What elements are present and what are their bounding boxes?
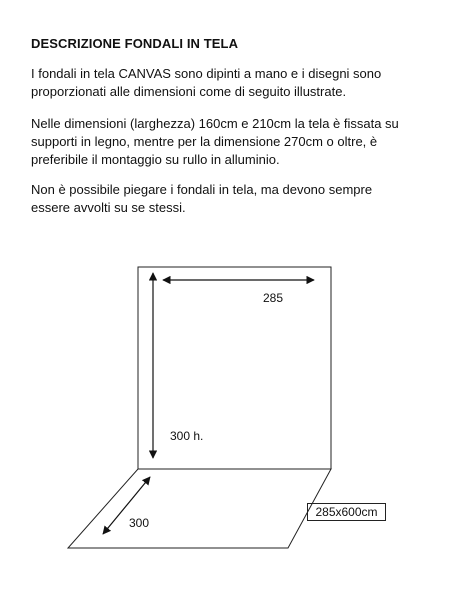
document-title: DESCRIZIONE FONDALI IN TELA [31, 36, 239, 51]
paragraph-line: Nelle dimensioni (larghezza) 160cm e 210cm la tela è fissata su [31, 116, 399, 131]
paragraph-line: essere avvolti su se stessi. [31, 200, 186, 215]
backdrop-floor [68, 469, 331, 548]
paragraph-line: preferibile il montaggio su rullo in alluminio. [31, 152, 280, 167]
backdrop-wall [138, 267, 331, 469]
floor-depth-label: 300 [129, 516, 150, 530]
height-label: 300 h. [170, 429, 204, 443]
paragraph-line: Non è possibile piegare i fondali in tela, ma devono sempre [31, 182, 373, 197]
paragraph-line: supporti in legno, mentre per la dimensione 270cm o oltre, è [31, 134, 378, 149]
paragraph-line: proporzionati alle dimensioni come di seguito illustrate. [31, 84, 347, 99]
paragraph-line: I fondali in tela CANVAS sono dipinti a mano e i disegni sono [31, 66, 382, 81]
size-label-box: 285x600cm [307, 503, 386, 521]
width-label: 285 [263, 291, 284, 305]
